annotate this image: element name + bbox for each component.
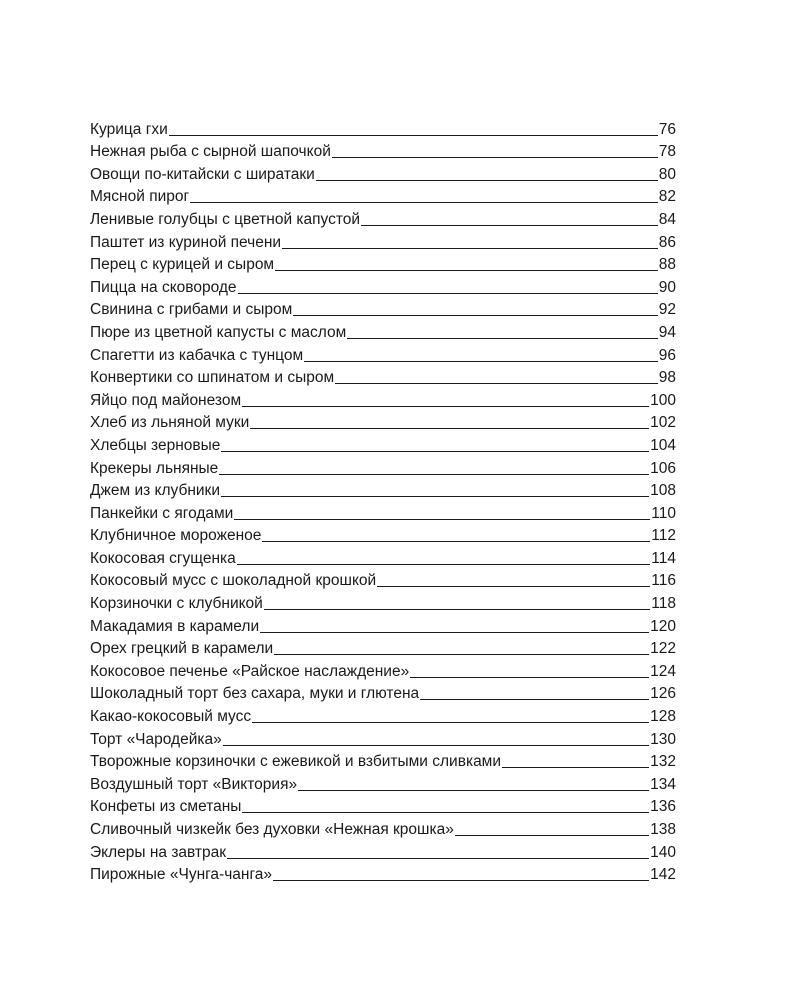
toc-entry-title: Орех грецкий в карамели [90, 640, 274, 658]
toc-entry-page-number: 140 [650, 843, 676, 861]
toc-entry[interactable] [90, 613, 676, 636]
toc-entry[interactable] [90, 658, 676, 681]
toc-leader-line [237, 564, 650, 565]
toc-leader-line [252, 722, 649, 723]
toc-leader-line [335, 383, 658, 384]
toc-entry[interactable] [90, 703, 676, 726]
toc-entry-title: Овощи по-китайски с ширатаки [90, 165, 315, 183]
toc-entry[interactable] [90, 794, 676, 817]
toc-entry-title: Какао-кокосовый мусс [90, 708, 252, 726]
toc-leader-line [262, 541, 650, 542]
toc-entry-page-number: 134 [650, 775, 676, 793]
toc-leader-line [410, 677, 649, 678]
toc-entry-title: Клубничное мороженое [90, 527, 262, 545]
toc-entry-title: Мясной пирог [90, 188, 190, 206]
toc-entry-title: Конвертики со шпинатом и сыром [90, 369, 335, 387]
toc-leader-line [347, 338, 657, 339]
toc-entry-page-number: 94 [658, 323, 676, 341]
toc-entry[interactable] [90, 365, 676, 388]
toc-entry-title: Джем из клубники [90, 482, 220, 500]
toc-entry[interactable] [90, 342, 676, 365]
toc-entry-page-number: 118 [651, 595, 676, 613]
toc-entry[interactable] [90, 726, 676, 749]
toc-entry-page-number: 130 [650, 730, 676, 748]
toc-entry-page-number: 104 [650, 436, 676, 454]
toc-entry-title: Крекеры льняные [90, 459, 219, 477]
toc-leader-line [223, 745, 649, 746]
toc-entry-page-number: 90 [658, 278, 676, 296]
toc-leader-line [264, 609, 650, 610]
toc-entry-title: Ленивые голубцы с цветной капустой [90, 210, 361, 228]
toc-entry[interactable] [90, 116, 676, 139]
toc-leader-line [273, 880, 649, 881]
toc-entry-page-number: 112 [651, 527, 676, 545]
toc-entry[interactable] [90, 229, 676, 252]
toc-leader-line [169, 135, 658, 136]
toc-entry-title: Эклеры на завтрак [90, 843, 227, 861]
toc-entry-page-number: 120 [650, 617, 676, 635]
toc-entry-page-number: 82 [658, 188, 676, 206]
toc-entry[interactable] [90, 297, 676, 320]
toc-leader-line [316, 180, 658, 181]
table-of-contents [90, 116, 676, 884]
toc-entry[interactable] [90, 636, 676, 659]
toc-entry-title: Паштет из куриной печени [90, 233, 282, 251]
toc-entry-page-number: 98 [658, 369, 676, 387]
toc-entry[interactable] [90, 523, 676, 546]
toc-entry-page-number: 132 [650, 753, 676, 771]
toc-entry-page-number: 76 [658, 120, 676, 138]
toc-entry-title: Макадамия в карамели [90, 617, 260, 635]
toc-entry-page-number: 92 [658, 301, 676, 319]
toc-entry[interactable] [90, 500, 676, 523]
toc-entry-title: Конфеты из сметаны [90, 798, 242, 816]
toc-entry[interactable] [90, 771, 676, 794]
toc-leader-line [274, 654, 649, 655]
toc-entry[interactable] [90, 319, 676, 342]
toc-entry-title: Нежная рыба с сырной шапочкой [90, 143, 331, 161]
toc-leader-line [219, 474, 649, 475]
toc-entry-page-number: 142 [650, 866, 676, 884]
toc-entry-title: Шоколадный торт без сахара, муки и глютена [90, 685, 420, 703]
toc-entry-title: Панкейки с ягодами [90, 504, 234, 522]
toc-entry[interactable] [90, 590, 676, 613]
toc-entry[interactable] [90, 749, 676, 772]
toc-entry[interactable] [90, 839, 676, 862]
toc-entry-page-number: 110 [651, 504, 676, 522]
toc-entry-page-number: 114 [651, 549, 676, 567]
toc-leader-line [332, 157, 658, 158]
toc-leader-line [420, 699, 649, 700]
toc-leader-line [221, 451, 649, 452]
toc-entry[interactable] [90, 816, 676, 839]
toc-entry-page-number: 106 [650, 459, 676, 477]
toc-leader-line [238, 293, 658, 294]
toc-leader-line [361, 225, 658, 226]
toc-entry[interactable] [90, 455, 676, 478]
toc-entry-title: Перец с курицей и сыром [90, 256, 275, 274]
toc-entry-title: Свинина с грибами и сыром [90, 301, 293, 319]
toc-entry-page-number: 102 [650, 414, 676, 432]
toc-entry[interactable] [90, 432, 676, 455]
toc-entry-title: Пюре из цветной капусты с маслом [90, 323, 347, 341]
toc-entry-title: Пирожные «Чунга-чанга» [90, 866, 273, 884]
toc-entry[interactable] [90, 139, 676, 162]
toc-entry-page-number: 116 [651, 572, 676, 590]
toc-entry[interactable] [90, 568, 676, 591]
toc-entry-page-number: 84 [658, 210, 676, 228]
toc-entry[interactable] [90, 410, 676, 433]
toc-entry-title: Сливочный чизкейк без духовки «Нежная крошка» [90, 821, 454, 838]
toc-leader-line [250, 428, 649, 429]
toc-leader-line [275, 270, 658, 271]
toc-entry-title: Кокосовый мусс с шоколадной крошкой [90, 572, 377, 590]
toc-entry-page-number: 126 [650, 685, 676, 703]
toc-leader-line [190, 202, 658, 203]
toc-entry-title: Корзиночки с клубникой [90, 595, 263, 613]
toc-entry-title: Спагетти из кабачка с тунцом [90, 346, 304, 364]
toc-entry[interactable] [90, 252, 676, 275]
toc-entry[interactable] [90, 161, 676, 184]
toc-leader-line [293, 315, 657, 316]
toc-entry-title: Кокосовое печенье «Райское наслаждение» [90, 662, 410, 680]
toc-leader-line [221, 496, 649, 497]
toc-leader-line [242, 812, 649, 813]
toc-entry-title: Воздушный торт «Виктория» [90, 775, 298, 793]
toc-entry[interactable] [90, 681, 676, 704]
toc-leader-line [502, 767, 649, 768]
toc-entry-title: Яйцо под майонезом [90, 391, 242, 409]
toc-entry-page-number: 108 [650, 482, 676, 500]
toc-leader-line [260, 632, 649, 633]
toc-entry-page-number: 100 [650, 391, 676, 409]
toc-entry-title: Пицца на сковороде [90, 278, 237, 296]
toc-leader-line [377, 586, 650, 587]
toc-leader-line [298, 790, 649, 791]
toc-entry-page-number: 86 [658, 233, 676, 251]
toc-leader-line [234, 519, 650, 520]
toc-leader-line [304, 361, 658, 362]
toc-entry-page-number: 138 [650, 821, 676, 838]
toc-entry-title: Хлебцы зерновые [90, 436, 221, 454]
toc-entry[interactable] [90, 184, 676, 207]
toc-entry-page-number: 88 [658, 256, 676, 274]
toc-entry[interactable] [90, 862, 676, 885]
toc-leader-line [282, 248, 658, 249]
toc-entry-page-number: 122 [650, 640, 676, 658]
toc-entry[interactable] [90, 478, 676, 501]
toc-leader-line [227, 858, 649, 859]
toc-leader-line [242, 406, 649, 407]
toc-entry[interactable] [90, 206, 676, 229]
toc-entry-page-number: 80 [658, 165, 676, 183]
toc-entry-title: Хлеб из льняной муки [90, 414, 250, 432]
toc-entry-title: Торт «Чародейка» [90, 730, 222, 748]
toc-entry-title: Кокосовая сгущенка [90, 549, 236, 567]
toc-entry-page-number: 124 [650, 662, 676, 680]
toc-entry-page-number: 78 [658, 143, 676, 161]
toc-entry[interactable] [90, 387, 676, 410]
toc-entry[interactable] [90, 274, 676, 297]
toc-entry-page-number: 136 [650, 798, 676, 816]
toc-entry-page-number: 128 [650, 708, 676, 726]
toc-entry[interactable] [90, 545, 676, 568]
toc-entry-page-number: 96 [658, 346, 676, 364]
toc-entry-title: Творожные корзиночки с ежевикой и взбитыми сливками [90, 753, 501, 771]
toc-leader-line [455, 835, 649, 836]
toc-entry-title: Курица гхи [90, 120, 168, 138]
